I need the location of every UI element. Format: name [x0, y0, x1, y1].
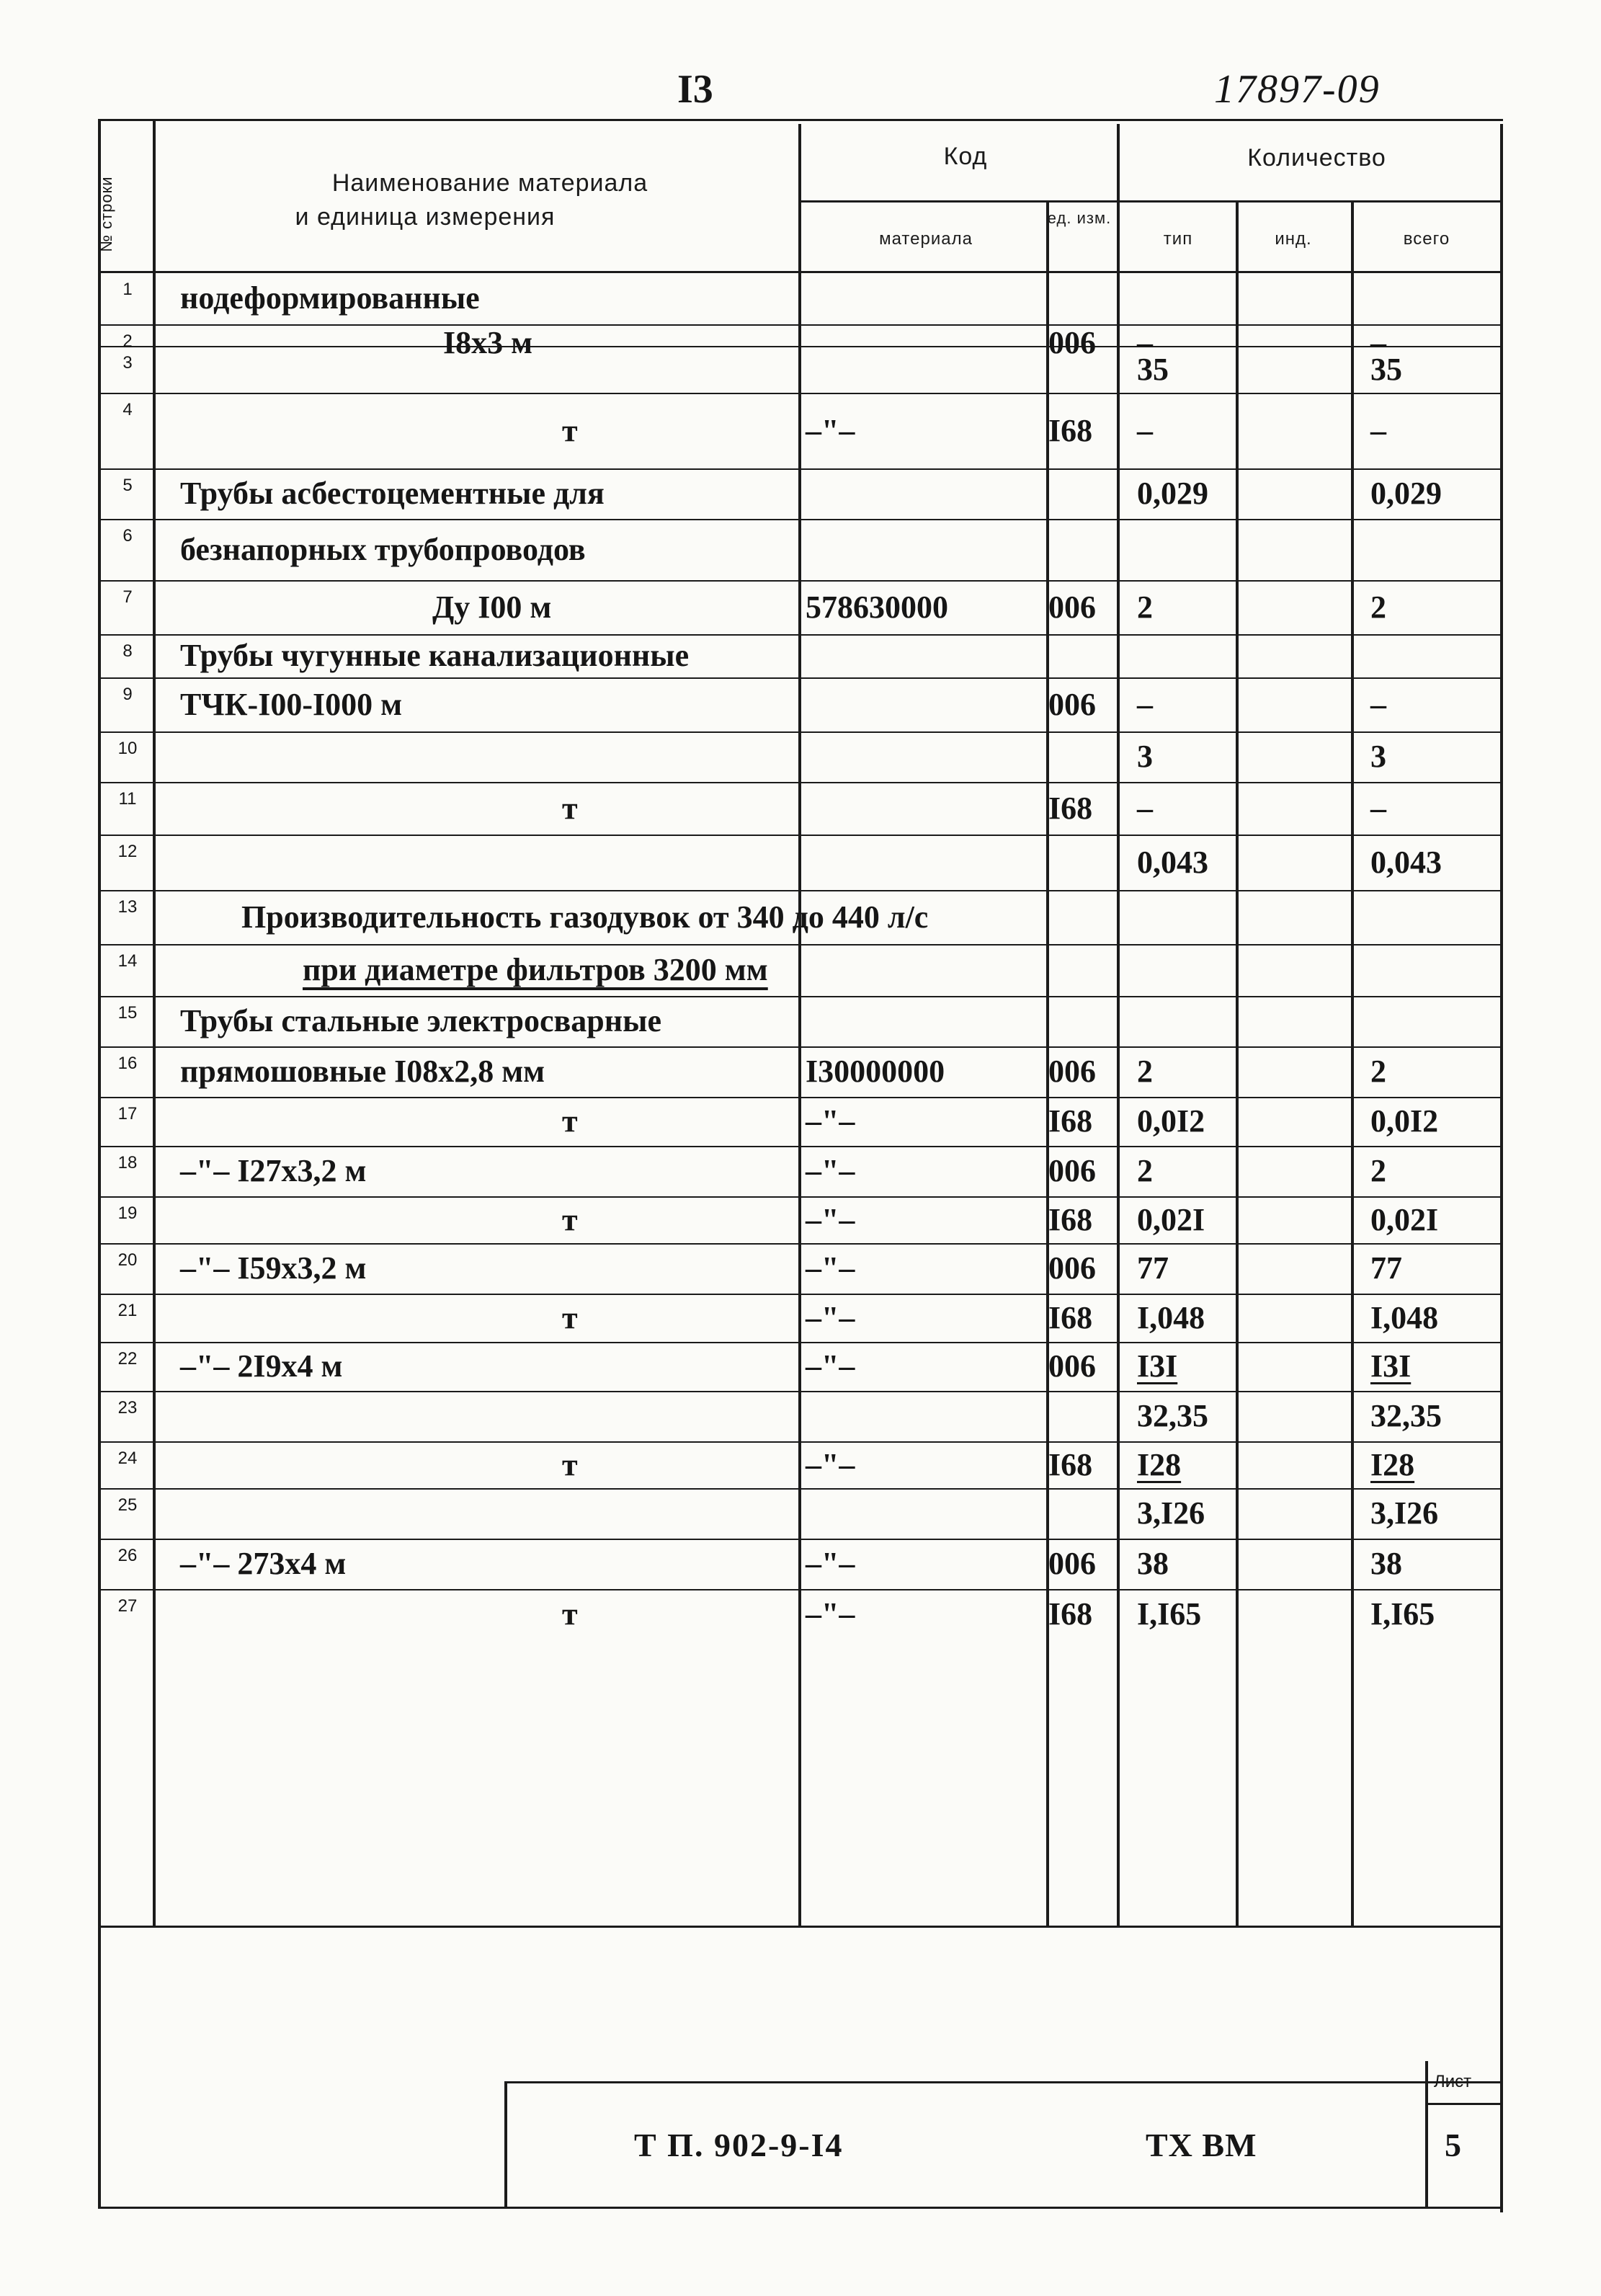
unit-code: 006 [1048, 1546, 1096, 1581]
col-sep-unit [1117, 124, 1120, 1926]
quantity-typ: 32,35 [1137, 1398, 1208, 1433]
frame-left [98, 119, 101, 2209]
material-code: –"– [806, 1596, 855, 1632]
sheet-label: Лист [1434, 2072, 1472, 2091]
material-name: при диаметре фильтров 3200 мм [303, 952, 768, 987]
code-unit-header: ед. изм. [1047, 209, 1112, 227]
row-number: 14 [117, 951, 138, 971]
quantity-total: 2 [1370, 589, 1386, 625]
quantity-typ: – [1137, 790, 1153, 826]
material-code: –"– [806, 1201, 855, 1237]
material-name: т [562, 1299, 578, 1335]
quantity-total: 3,I26 [1370, 1495, 1439, 1531]
row-line [98, 519, 1503, 520]
row-line [98, 1589, 1503, 1590]
stamp-left [504, 2083, 507, 2209]
quantity-typ: 0,043 [1137, 844, 1208, 880]
quantity-typ: 35 [1137, 351, 1169, 387]
unit-code: 006 [1048, 589, 1096, 625]
quantity-typ: I28 [1137, 1446, 1182, 1482]
row-line [98, 1294, 1503, 1295]
material-code: –"– [806, 1348, 855, 1384]
name-header-line1: Наименование материала [331, 169, 648, 197]
quantity-typ: – [1137, 686, 1153, 722]
material-name: т [562, 1201, 578, 1237]
row-number: 12 [117, 842, 138, 861]
row-line [98, 996, 1503, 997]
quantity-typ: 38 [1137, 1546, 1169, 1581]
code-header: Код [943, 143, 988, 170]
quantity-total: 77 [1370, 1250, 1402, 1286]
quantity-total: 0,029 [1370, 476, 1442, 511]
row-number: 20 [117, 1250, 138, 1270]
row-number: 4 [122, 400, 133, 419]
name-header-line2: и единица измерения [295, 203, 556, 231]
page-number: I3 [677, 67, 713, 112]
row-number: 15 [117, 1003, 138, 1023]
row-line [98, 1391, 1503, 1392]
row-number: 25 [117, 1495, 138, 1515]
quantity-total: 32,35 [1370, 1398, 1442, 1433]
stamp-top [504, 2081, 1502, 2083]
document-code: 17897-09 [1214, 67, 1381, 112]
unit-code: I68 [1048, 1299, 1093, 1335]
material-name: Трубы асбестоцементные для [180, 476, 605, 511]
sheet-number: 5 [1445, 2127, 1461, 2163]
row-line [98, 346, 1503, 347]
row-line [98, 1488, 1503, 1490]
quantity-typ: – [1137, 325, 1153, 360]
quantity-typ: 2 [1137, 1153, 1153, 1188]
quantity-total: 38 [1370, 1546, 1402, 1581]
row-number: 19 [117, 1203, 138, 1223]
row-line [98, 944, 1503, 945]
quantity-total: 0,043 [1370, 844, 1442, 880]
material-name: т [562, 790, 578, 826]
material-name: Трубы чугунные канализационные [180, 638, 690, 673]
unit-code: I68 [1048, 412, 1093, 448]
row-number: 22 [117, 1349, 138, 1369]
material-name: I8x3 м [443, 325, 533, 360]
quantity-typ: 2 [1137, 589, 1153, 625]
row-number: 1 [122, 280, 133, 299]
quantity-total: – [1370, 412, 1386, 448]
col-sep-ind [1351, 202, 1354, 1926]
row-line [98, 1539, 1503, 1540]
quantity-header: Количество [1247, 144, 1386, 172]
quantity-typ: I3I [1137, 1348, 1178, 1384]
row-number: 10 [117, 739, 138, 758]
quantity-total: 2 [1370, 1054, 1386, 1089]
row-line [98, 393, 1503, 394]
material-name: Ду I00 м [432, 589, 552, 625]
quantity-total: – [1370, 790, 1386, 826]
quantity-total: 3 [1370, 739, 1386, 774]
row-number: 26 [117, 1546, 138, 1565]
quantity-total: I3I [1370, 1348, 1412, 1384]
col-sep-name [798, 124, 801, 1926]
quantity-typ: 77 [1137, 1250, 1169, 1286]
unit-code: 006 [1048, 1153, 1096, 1188]
row-line [98, 634, 1503, 636]
material-code: –"– [806, 1250, 855, 1286]
quantity-typ: – [1137, 412, 1153, 448]
col-sep-typ [1236, 202, 1239, 1926]
sheet-box-divider [1425, 2103, 1501, 2105]
material-code: I30000000 [806, 1054, 945, 1089]
quantity-typ: 0,029 [1137, 476, 1208, 511]
quantity-total: I,I65 [1370, 1596, 1435, 1632]
material-name: т [562, 1596, 578, 1632]
stamp-document-code: Т П. 902-9-I4 [634, 2127, 844, 2163]
unit-code: I68 [1048, 1446, 1093, 1482]
material-name: т [562, 1103, 578, 1139]
material-name: безнапорных трубопроводов [180, 531, 586, 567]
header-subdivider [798, 200, 1501, 203]
row-line [98, 324, 1503, 326]
material-name: –"– I27x3,2 м [180, 1153, 367, 1188]
row-number: 24 [117, 1449, 138, 1468]
material-code: –"– [806, 412, 855, 448]
quantity-typ: 0,0I2 [1137, 1103, 1205, 1139]
row-number: 16 [117, 1054, 138, 1073]
quantity-total: 0,0I2 [1370, 1103, 1439, 1139]
frame-bottom [98, 2207, 1503, 2209]
unit-code: 006 [1048, 1250, 1096, 1286]
row-line [98, 782, 1503, 783]
material-code: 578630000 [806, 589, 948, 625]
material-name: ТЧК-I00-I000 м [180, 686, 403, 722]
row-line [98, 835, 1503, 836]
unit-code: 006 [1048, 1054, 1096, 1089]
unit-code: I68 [1048, 790, 1093, 826]
row-number: 27 [117, 1596, 138, 1616]
unit-code: I68 [1048, 1596, 1093, 1632]
material-name: –"– I59x3,2 м [180, 1250, 367, 1286]
row-line [98, 468, 1503, 470]
unit-code: I68 [1048, 1201, 1093, 1237]
material-code: –"– [806, 1299, 855, 1335]
row-number: 13 [117, 897, 138, 917]
material-code: –"– [806, 1103, 855, 1139]
material-code: –"– [806, 1446, 855, 1482]
material-name: нодеформированные [180, 280, 480, 316]
quantity-total: I28 [1370, 1446, 1415, 1482]
frame-right [1500, 124, 1503, 2212]
row-line [98, 677, 1503, 679]
quantity-typ: 3,I26 [1137, 1495, 1205, 1531]
material-name: т [562, 412, 578, 448]
quantity-total: – [1370, 686, 1386, 722]
row-line [98, 1342, 1503, 1343]
quantity-typ: 3 [1137, 739, 1153, 774]
sheet-box-left [1425, 2061, 1428, 2209]
quantity-total: 0,02I [1370, 1201, 1439, 1237]
material-name: т [562, 1446, 578, 1482]
row-line [98, 731, 1503, 733]
row-line [98, 1243, 1503, 1245]
row-number: 5 [122, 476, 133, 495]
quantity-typ: I,I65 [1137, 1596, 1202, 1632]
material-name: прямошовные I08x2,8 мм [180, 1054, 545, 1089]
quantity-ind-header: инд. [1275, 229, 1312, 249]
row-number: 3 [122, 353, 133, 373]
row-line [98, 1046, 1503, 1048]
row-number: 21 [117, 1301, 138, 1320]
unit-code: 006 [1048, 1348, 1096, 1384]
row-number: 23 [117, 1398, 138, 1418]
material-code: –"– [806, 1546, 855, 1581]
unit-code: 006 [1048, 325, 1096, 360]
row-number: 18 [117, 1153, 138, 1173]
row-line [98, 1097, 1503, 1098]
header-bottom [98, 271, 1503, 273]
row-number: 9 [122, 685, 133, 704]
row-line [98, 1146, 1503, 1147]
quantity-total: I,048 [1370, 1299, 1439, 1335]
table-bottom [98, 1926, 1503, 1928]
col-sep-rownum [153, 119, 156, 1926]
code-material-header: материала [879, 229, 973, 249]
material-name: –"– 2I9x4 м [180, 1348, 343, 1384]
quantity-total-header: всего [1403, 229, 1450, 249]
row-number: 2 [122, 332, 133, 351]
quantity-typ: I,048 [1137, 1299, 1205, 1335]
quantity-typ-header: тип [1163, 229, 1193, 249]
quantity-total: – [1370, 325, 1386, 360]
row-number: 7 [122, 587, 133, 607]
row-number: 8 [122, 641, 133, 661]
quantity-total: 35 [1370, 351, 1402, 387]
unit-code: I68 [1048, 1103, 1093, 1139]
material-name: Производительность газодувок от 340 до 440 л/с [241, 899, 929, 935]
stamp-department: ТХ ВМ [1146, 2127, 1257, 2163]
row-number: 6 [122, 526, 133, 546]
material-name: Трубы стальные электросварные [180, 1003, 661, 1038]
material-name: –"– 273x4 м [180, 1546, 347, 1581]
material-code: –"– [806, 1153, 855, 1188]
unit-code: 006 [1048, 686, 1096, 722]
row-line [98, 1441, 1503, 1443]
row-number: 17 [117, 1104, 138, 1123]
row-line [98, 1196, 1503, 1198]
quantity-total: 2 [1370, 1153, 1386, 1188]
row-line [98, 580, 1503, 582]
frame-top [98, 119, 1503, 121]
row-number: 11 [118, 789, 137, 809]
row-line [98, 890, 1503, 891]
quantity-typ: 0,02I [1137, 1201, 1205, 1237]
quantity-typ: 2 [1137, 1054, 1153, 1089]
